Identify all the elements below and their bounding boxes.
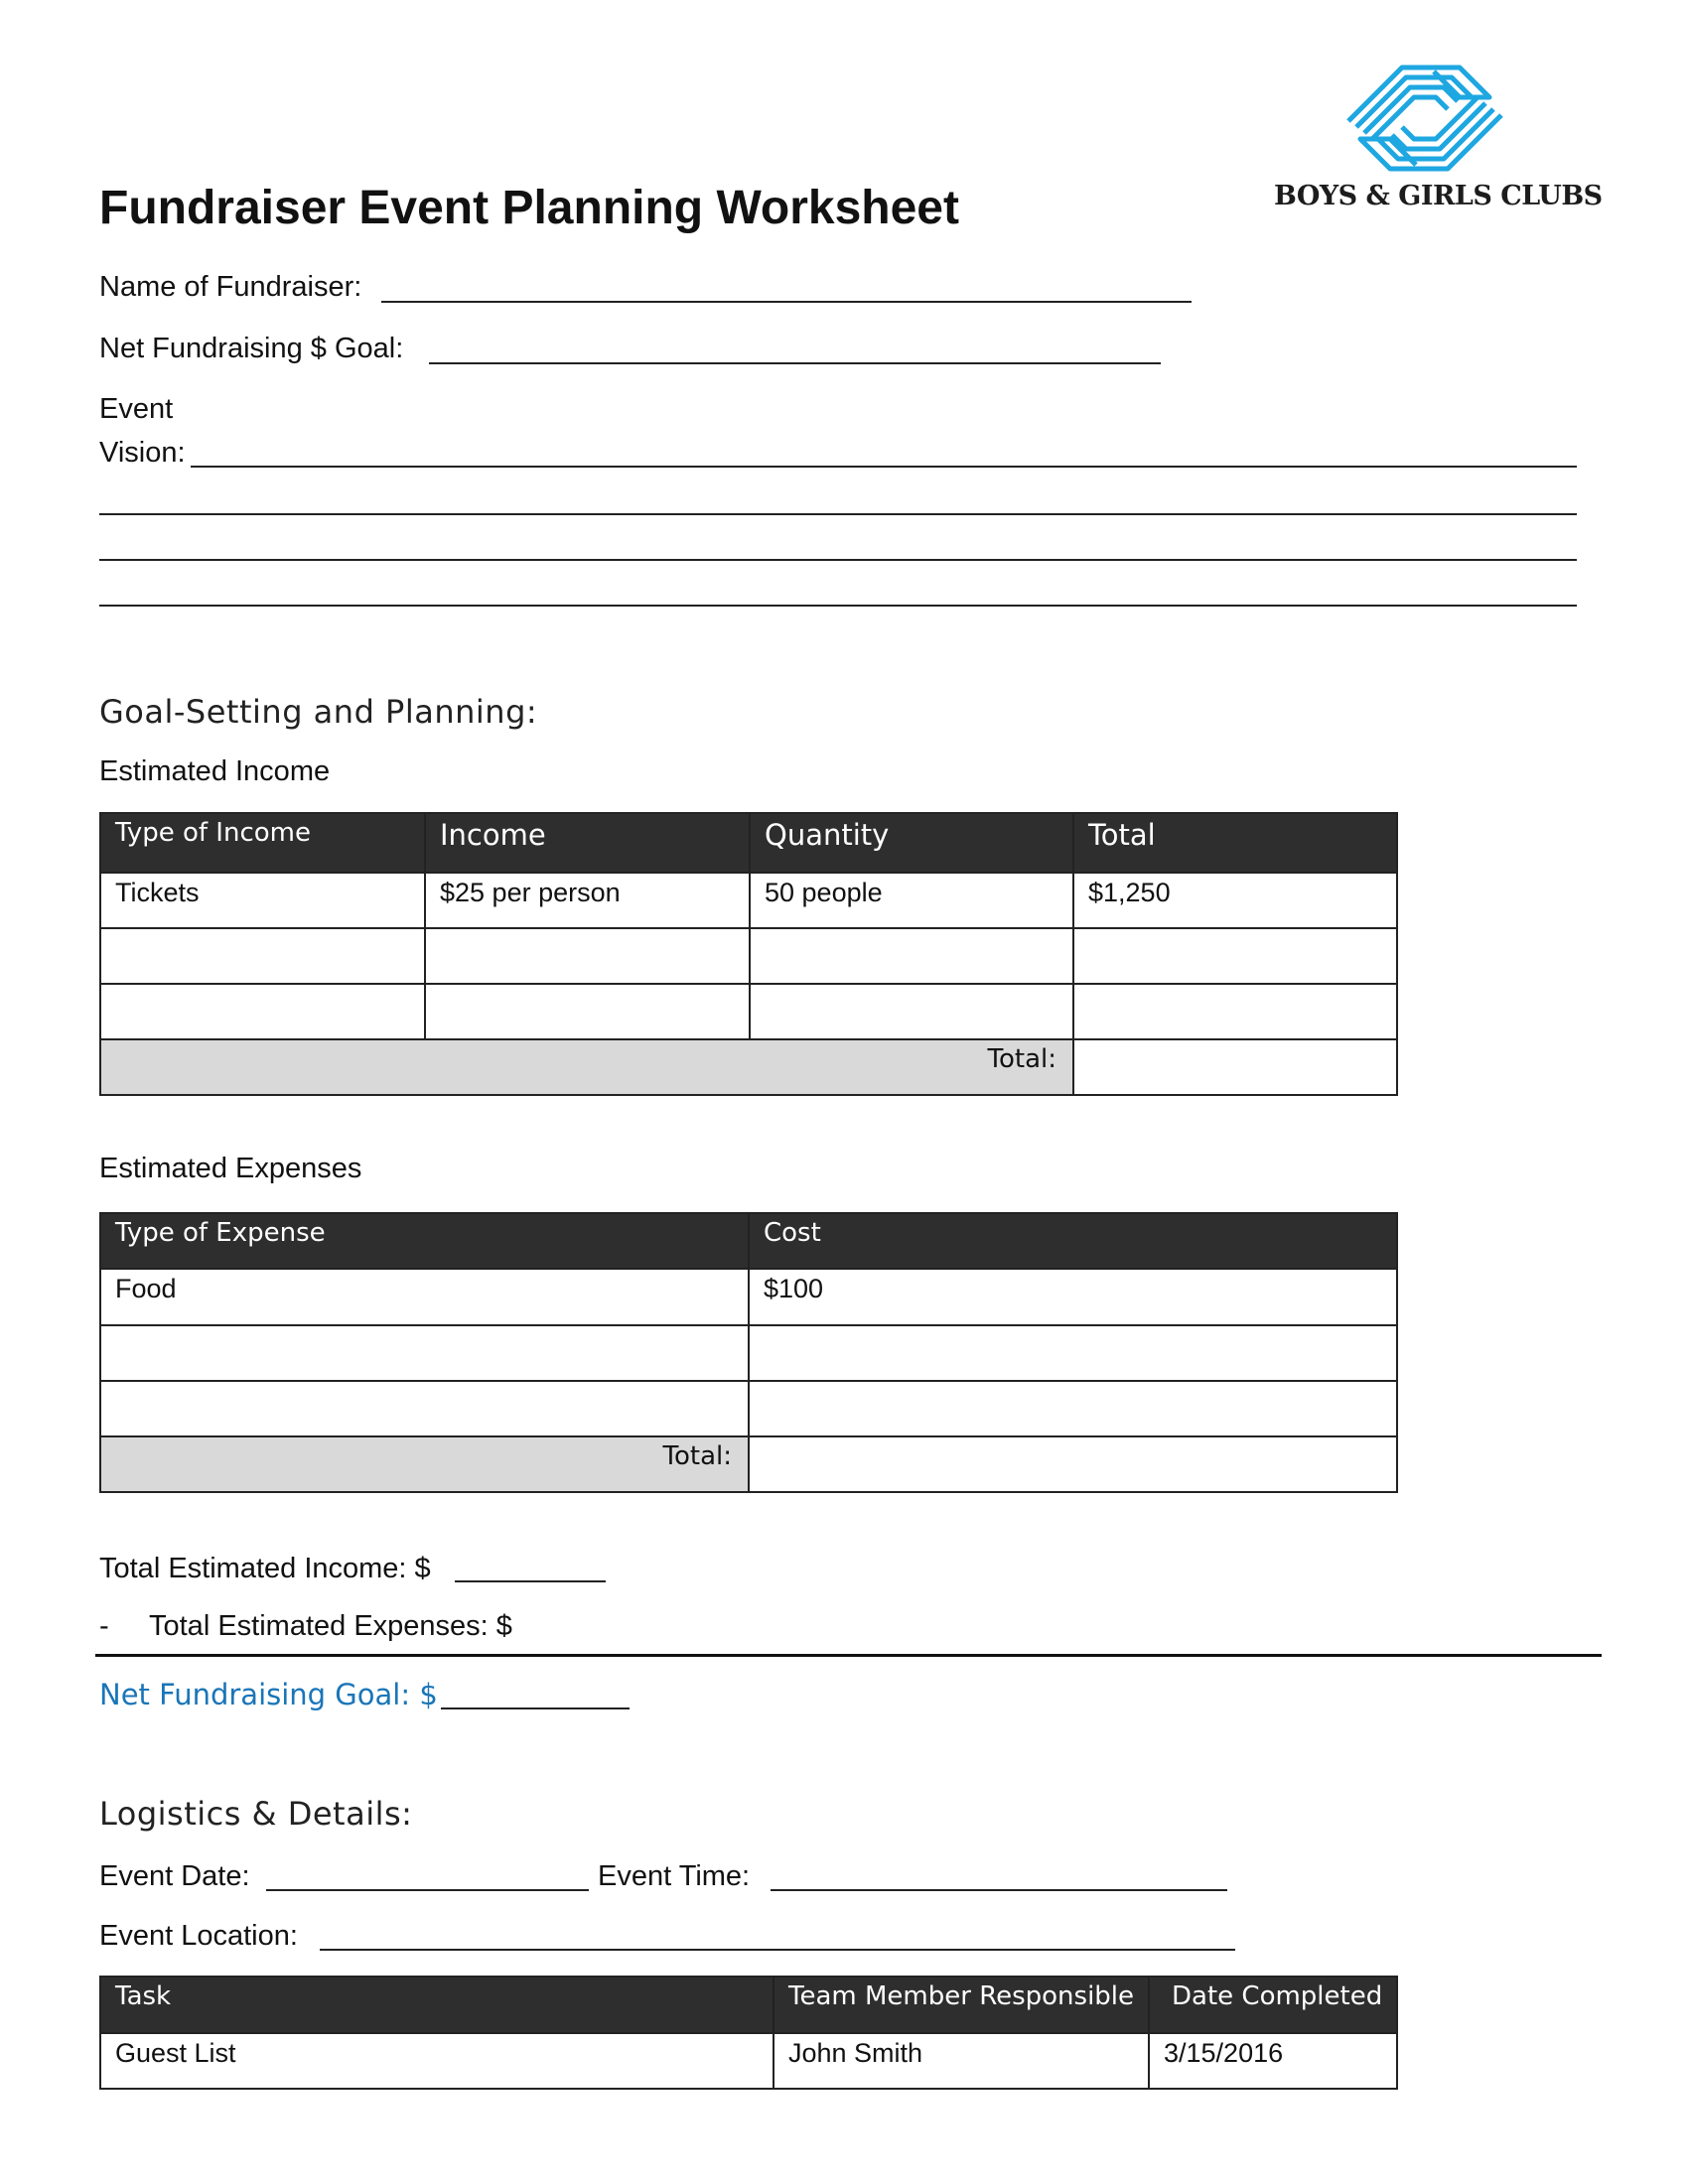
task-cell[interactable]: Guest List <box>100 2033 774 2089</box>
expense-total-cell[interactable] <box>749 1436 1397 1492</box>
expense-header-cost: Cost <box>749 1213 1397 1269</box>
income-header-total: Total <box>1073 813 1397 873</box>
event-location-line[interactable] <box>320 1949 1235 1951</box>
net-fundraising-goal-line[interactable] <box>441 1707 630 1709</box>
net-goal-line[interactable] <box>429 362 1161 364</box>
estimated-income-heading: Estimated Income <box>99 755 331 787</box>
expense-cell[interactable] <box>100 1381 749 1436</box>
expense-cell[interactable]: $100 <box>749 1269 1397 1325</box>
event-location-label: Event Location: <box>99 1920 298 1952</box>
table-row <box>100 984 1397 1039</box>
expense-total-row <box>100 1436 1397 1492</box>
income-table <box>99 812 1398 1096</box>
income-cell[interactable] <box>425 928 750 984</box>
income-header-quantity: Quantity <box>750 813 1073 873</box>
event-date-label: Event Date: <box>99 1860 250 1892</box>
task-header-task: Task <box>100 1977 774 2033</box>
expense-cell[interactable] <box>100 1325 749 1381</box>
income-cell[interactable] <box>750 984 1073 1039</box>
income-cell[interactable]: 50 people <box>750 873 1073 928</box>
expense-cell[interactable]: Food <box>100 1269 749 1325</box>
event-vision-label-line1: Event <box>99 393 174 425</box>
task-header-row <box>100 1977 1397 2033</box>
expense-header-row <box>100 1213 1397 1269</box>
expense-cell[interactable] <box>749 1325 1397 1381</box>
task-cell[interactable]: John Smith <box>774 2033 1149 2089</box>
logo-wordmark: BOYS & GIRLS CLUBS <box>1274 181 1603 211</box>
table-row <box>100 1269 1397 1325</box>
income-cell[interactable] <box>425 984 750 1039</box>
expense-cell[interactable] <box>749 1381 1397 1436</box>
table-row <box>100 928 1397 984</box>
income-cell[interactable] <box>1073 928 1397 984</box>
event-vision-line-4[interactable] <box>99 605 1577 607</box>
income-cell[interactable] <box>750 928 1073 984</box>
table-row <box>100 1325 1397 1381</box>
expense-total-label: Total: <box>100 1436 749 1492</box>
net-goal-label: Net Fundraising $ Goal: <box>99 333 404 364</box>
income-header-income: Income <box>425 813 750 873</box>
income-total-row <box>100 1039 1397 1095</box>
event-time-label: Event Time: <box>598 1860 751 1892</box>
task-header-member: Team Member Responsible <box>774 1977 1149 2033</box>
table-row <box>100 873 1397 928</box>
task-cell[interactable]: 3/15/2016 <box>1149 2033 1397 2089</box>
task-table <box>99 1976 1398 2090</box>
page-title: Fundraiser Event Planning Worksheet <box>99 182 959 234</box>
total-income-label: Total Estimated Income: $ <box>99 1553 431 1584</box>
table-row <box>100 2033 1397 2089</box>
event-vision-line-2[interactable] <box>99 513 1577 515</box>
income-cell[interactable]: Tickets <box>100 873 425 928</box>
income-total-label: Total: <box>100 1039 1073 1095</box>
event-date-line[interactable] <box>266 1889 589 1891</box>
expense-table <box>99 1212 1398 1493</box>
income-header-row <box>100 813 1397 873</box>
income-cell[interactable] <box>1073 984 1397 1039</box>
expense-header-type: Type of Expense <box>100 1213 749 1269</box>
income-cell[interactable]: $25 per person <box>425 873 750 928</box>
income-total-cell[interactable] <box>1073 1039 1397 1095</box>
fundraiser-name-label: Name of Fundraiser: <box>99 271 362 303</box>
table-row <box>100 1381 1397 1436</box>
summary-divider <box>95 1654 1602 1657</box>
fundraiser-name-line[interactable] <box>381 301 1192 303</box>
total-income-line[interactable] <box>455 1580 606 1582</box>
income-cell[interactable] <box>100 928 425 984</box>
logo <box>1271 60 1603 218</box>
clubs-hands-icon <box>1340 60 1509 177</box>
logistics-heading: Logistics & Details: <box>99 1795 413 1833</box>
total-expenses-label: Total Estimated Expenses: $ <box>149 1610 512 1642</box>
event-vision-line-1[interactable] <box>191 466 1577 468</box>
event-vision-label-line2: Vision: <box>99 437 186 469</box>
income-header-type: Type of Income <box>100 813 425 873</box>
estimated-expenses-heading: Estimated Expenses <box>99 1153 362 1184</box>
net-fundraising-goal-label: Net Fundraising Goal: $ <box>99 1678 438 1711</box>
income-cell[interactable]: $1,250 <box>1073 873 1397 928</box>
income-cell[interactable] <box>100 984 425 1039</box>
event-time-line[interactable] <box>771 1889 1227 1891</box>
event-vision-line-3[interactable] <box>99 559 1577 561</box>
goal-setting-heading: Goal-Setting and Planning: <box>99 693 538 731</box>
minus-sign: - <box>99 1610 109 1642</box>
task-header-date: Date Completed <box>1149 1977 1397 2033</box>
